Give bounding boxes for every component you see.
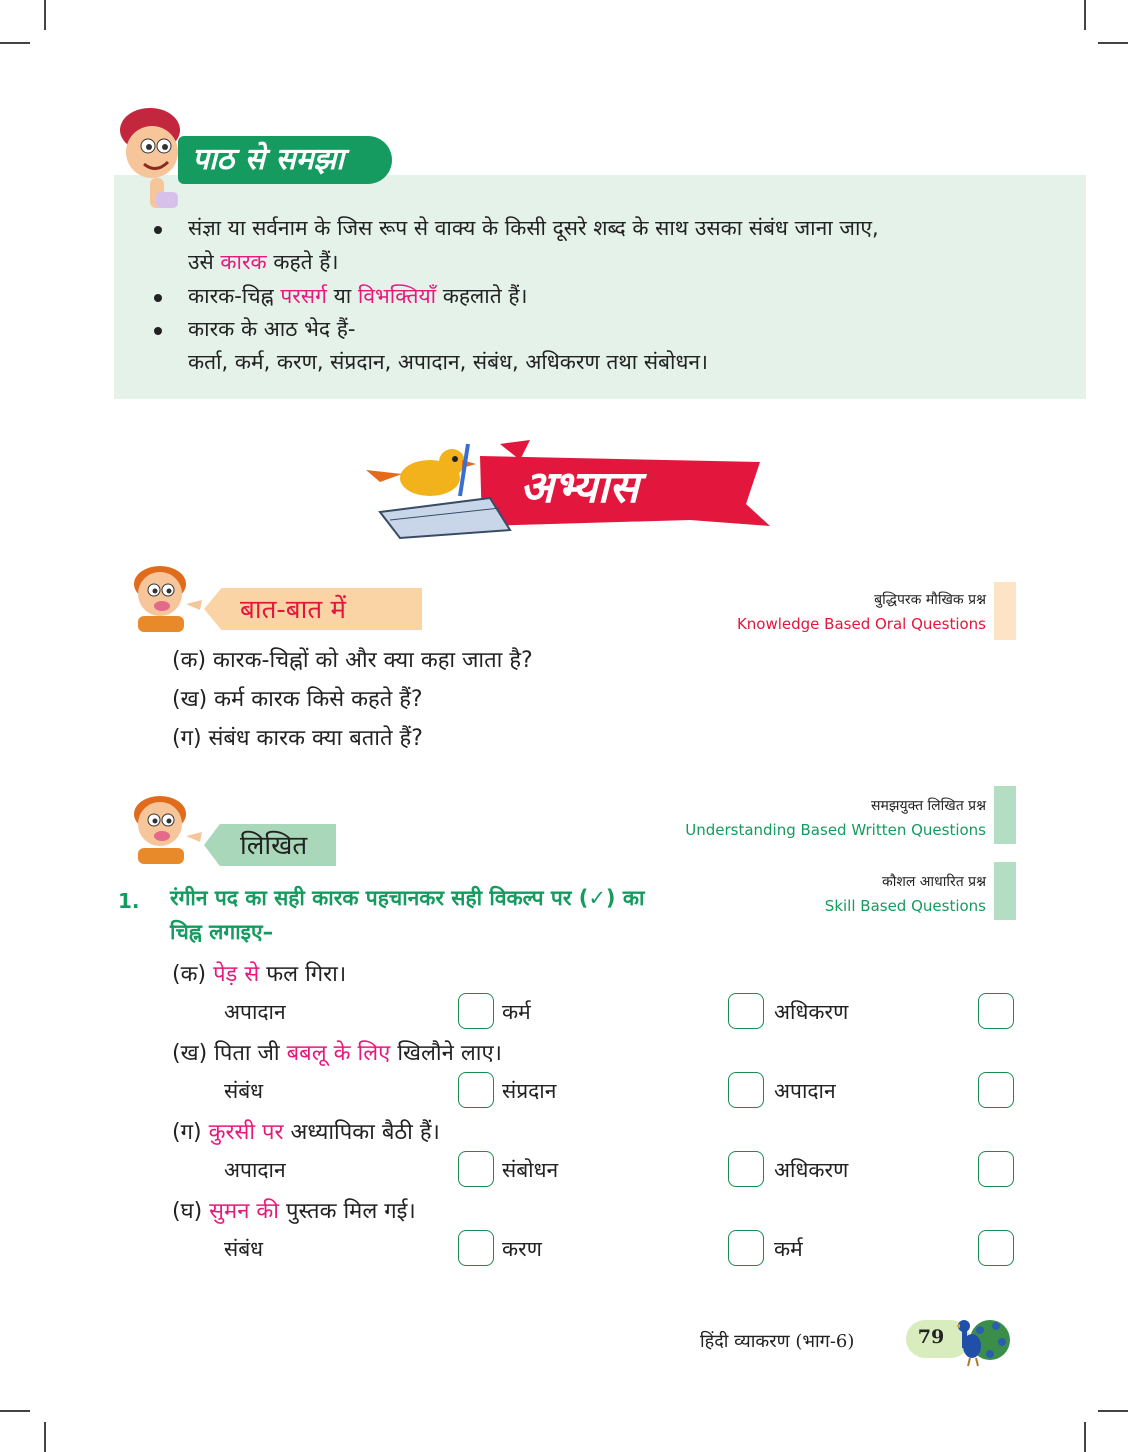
bullet-icon bbox=[154, 327, 162, 335]
bullet-icon bbox=[154, 226, 162, 234]
highlight-term: परसर्ग bbox=[280, 284, 327, 308]
crop-mark bbox=[44, 1422, 46, 1452]
answer-checkbox[interactable] bbox=[458, 993, 494, 1029]
highlight-term: सुमन की bbox=[209, 1199, 279, 1224]
oral-label-en: Knowledge Based Oral Questions bbox=[736, 615, 986, 633]
answer-checkbox[interactable] bbox=[978, 1230, 1014, 1266]
oral-question-2: (ख) कर्म कारक किसे कहते हैं? bbox=[172, 687, 423, 712]
oral-question-3: (ग) संबंध कारक क्या बताते हैं? bbox=[172, 726, 423, 751]
answer-checkbox[interactable] bbox=[728, 1151, 764, 1187]
exercise-banner-title: अभ्यास bbox=[520, 462, 639, 513]
highlight-term: विभक्तियाँ bbox=[357, 284, 437, 308]
written-label2-en: Skill Based Questions bbox=[824, 897, 986, 915]
summary-point-2: कारक-चिह्न परसर्ग या विभक्तियाँ कहलाते हैं। bbox=[188, 284, 528, 308]
option-label: अपादान bbox=[224, 1000, 286, 1024]
page-number: 79 bbox=[917, 1326, 945, 1348]
answer-checkbox[interactable] bbox=[728, 993, 764, 1029]
oral-category-bar bbox=[994, 582, 1016, 640]
answer-checkbox[interactable] bbox=[978, 1151, 1014, 1187]
option-label: संप्रदान bbox=[502, 1079, 557, 1103]
answer-checkbox[interactable] bbox=[458, 1230, 494, 1266]
written-category-label-2 bbox=[825, 872, 986, 915]
written-label1-en: Understanding Based Written Questions bbox=[685, 821, 986, 839]
oral-category-label bbox=[737, 590, 986, 633]
boy-pointing-icon bbox=[128, 790, 204, 866]
boy-pointing-icon bbox=[128, 560, 204, 632]
crop-mark bbox=[0, 1410, 30, 1412]
exercise-item-sentence: (घ) सुमन की पुस्तक मिल गई। bbox=[172, 1199, 416, 1224]
option-label: अधिकरण bbox=[774, 1000, 849, 1024]
option-label: संबंध bbox=[224, 1237, 264, 1261]
summary-point-3-line2: कर्ता, कर्म, करण, संप्रदान, अपादान, संबंध, अधिकरण तथा संबोधन। bbox=[188, 350, 709, 374]
summary-heading-tab bbox=[178, 136, 392, 184]
exercise-item-sentence: (ग) कुरसी पर अध्यापिका बैठी हैं। bbox=[172, 1120, 440, 1145]
answer-checkbox[interactable] bbox=[978, 993, 1014, 1029]
highlight-term: बबलू के लिए bbox=[286, 1041, 391, 1066]
answer-checkbox[interactable] bbox=[458, 1072, 494, 1108]
answer-checkbox[interactable] bbox=[728, 1230, 764, 1266]
book-title: हिंदी व्याकरण (भाग-6) bbox=[700, 1331, 855, 1352]
oral-question-1: (क) कारक-चिह्नों को और क्या कहा जाता है? bbox=[172, 648, 533, 673]
question-text-line1: रंगीन पद का सही कारक पहचानकर सही विकल्प पर (✓) का bbox=[170, 886, 645, 910]
option-label: अपादान bbox=[774, 1079, 836, 1103]
option-label: करण bbox=[502, 1237, 542, 1261]
written-category-bar-2 bbox=[994, 862, 1016, 920]
option-label: अधिकरण bbox=[774, 1158, 849, 1182]
highlight-term: पेड़ से bbox=[213, 962, 260, 987]
crop-mark bbox=[1084, 1422, 1086, 1452]
summary-point-3-line1: कारक के आठ भेद हैं- bbox=[188, 317, 356, 341]
bullet-icon bbox=[154, 294, 162, 302]
answer-checkbox[interactable] bbox=[978, 1072, 1014, 1108]
crop-mark bbox=[44, 0, 46, 30]
crop-mark bbox=[1098, 42, 1128, 44]
option-label: अपादान bbox=[224, 1158, 286, 1182]
written-label2-hi: कौशल आधारित प्रश्न bbox=[881, 874, 986, 890]
oral-label-hi: बुद्धिपरक मौखिक प्रश्न bbox=[874, 592, 986, 608]
highlight-term: कारक bbox=[220, 250, 267, 274]
crop-mark bbox=[0, 42, 30, 44]
highlight-term: कुरसी पर bbox=[208, 1120, 284, 1145]
crop-mark bbox=[1084, 0, 1086, 30]
question-text-line2: चिह्न लगाइए– bbox=[170, 920, 274, 944]
written-tab-label: लिखित bbox=[240, 831, 308, 861]
answer-checkbox[interactable] bbox=[458, 1151, 494, 1187]
written-label1-hi: समझयुक्त लिखित प्रश्न bbox=[871, 798, 986, 814]
summary-point-1-line2: उसे कारक कहते हैं। bbox=[188, 250, 339, 274]
written-category-bar-1 bbox=[994, 786, 1016, 844]
summary-heading: पाठ से समझा bbox=[192, 142, 345, 177]
crop-mark bbox=[1098, 1410, 1128, 1412]
question-number: 1. bbox=[118, 889, 140, 913]
answer-checkbox[interactable] bbox=[728, 1072, 764, 1108]
peacock-icon bbox=[950, 1310, 1012, 1368]
option-label: संबंध bbox=[224, 1079, 264, 1103]
exercise-item-sentence: (ख) पिता जी बबलू के लिए खिलौने लाए। bbox=[172, 1041, 502, 1066]
option-label: कर्म bbox=[774, 1237, 803, 1261]
written-category-label-1 bbox=[685, 796, 986, 839]
option-label: कर्म bbox=[502, 1000, 531, 1024]
summary-point-1-line1: संज्ञा या सर्वनाम के जिस रूप से वाक्य के किसी दूसरे शब्द के साथ उसका संबंध जाना जाए, bbox=[188, 216, 879, 240]
exercise-item-sentence: (क) पेड़ से फल गिरा। bbox=[172, 962, 347, 987]
oral-tab-label: बात-बात में bbox=[240, 595, 346, 625]
option-label: संबोधन bbox=[502, 1158, 559, 1182]
